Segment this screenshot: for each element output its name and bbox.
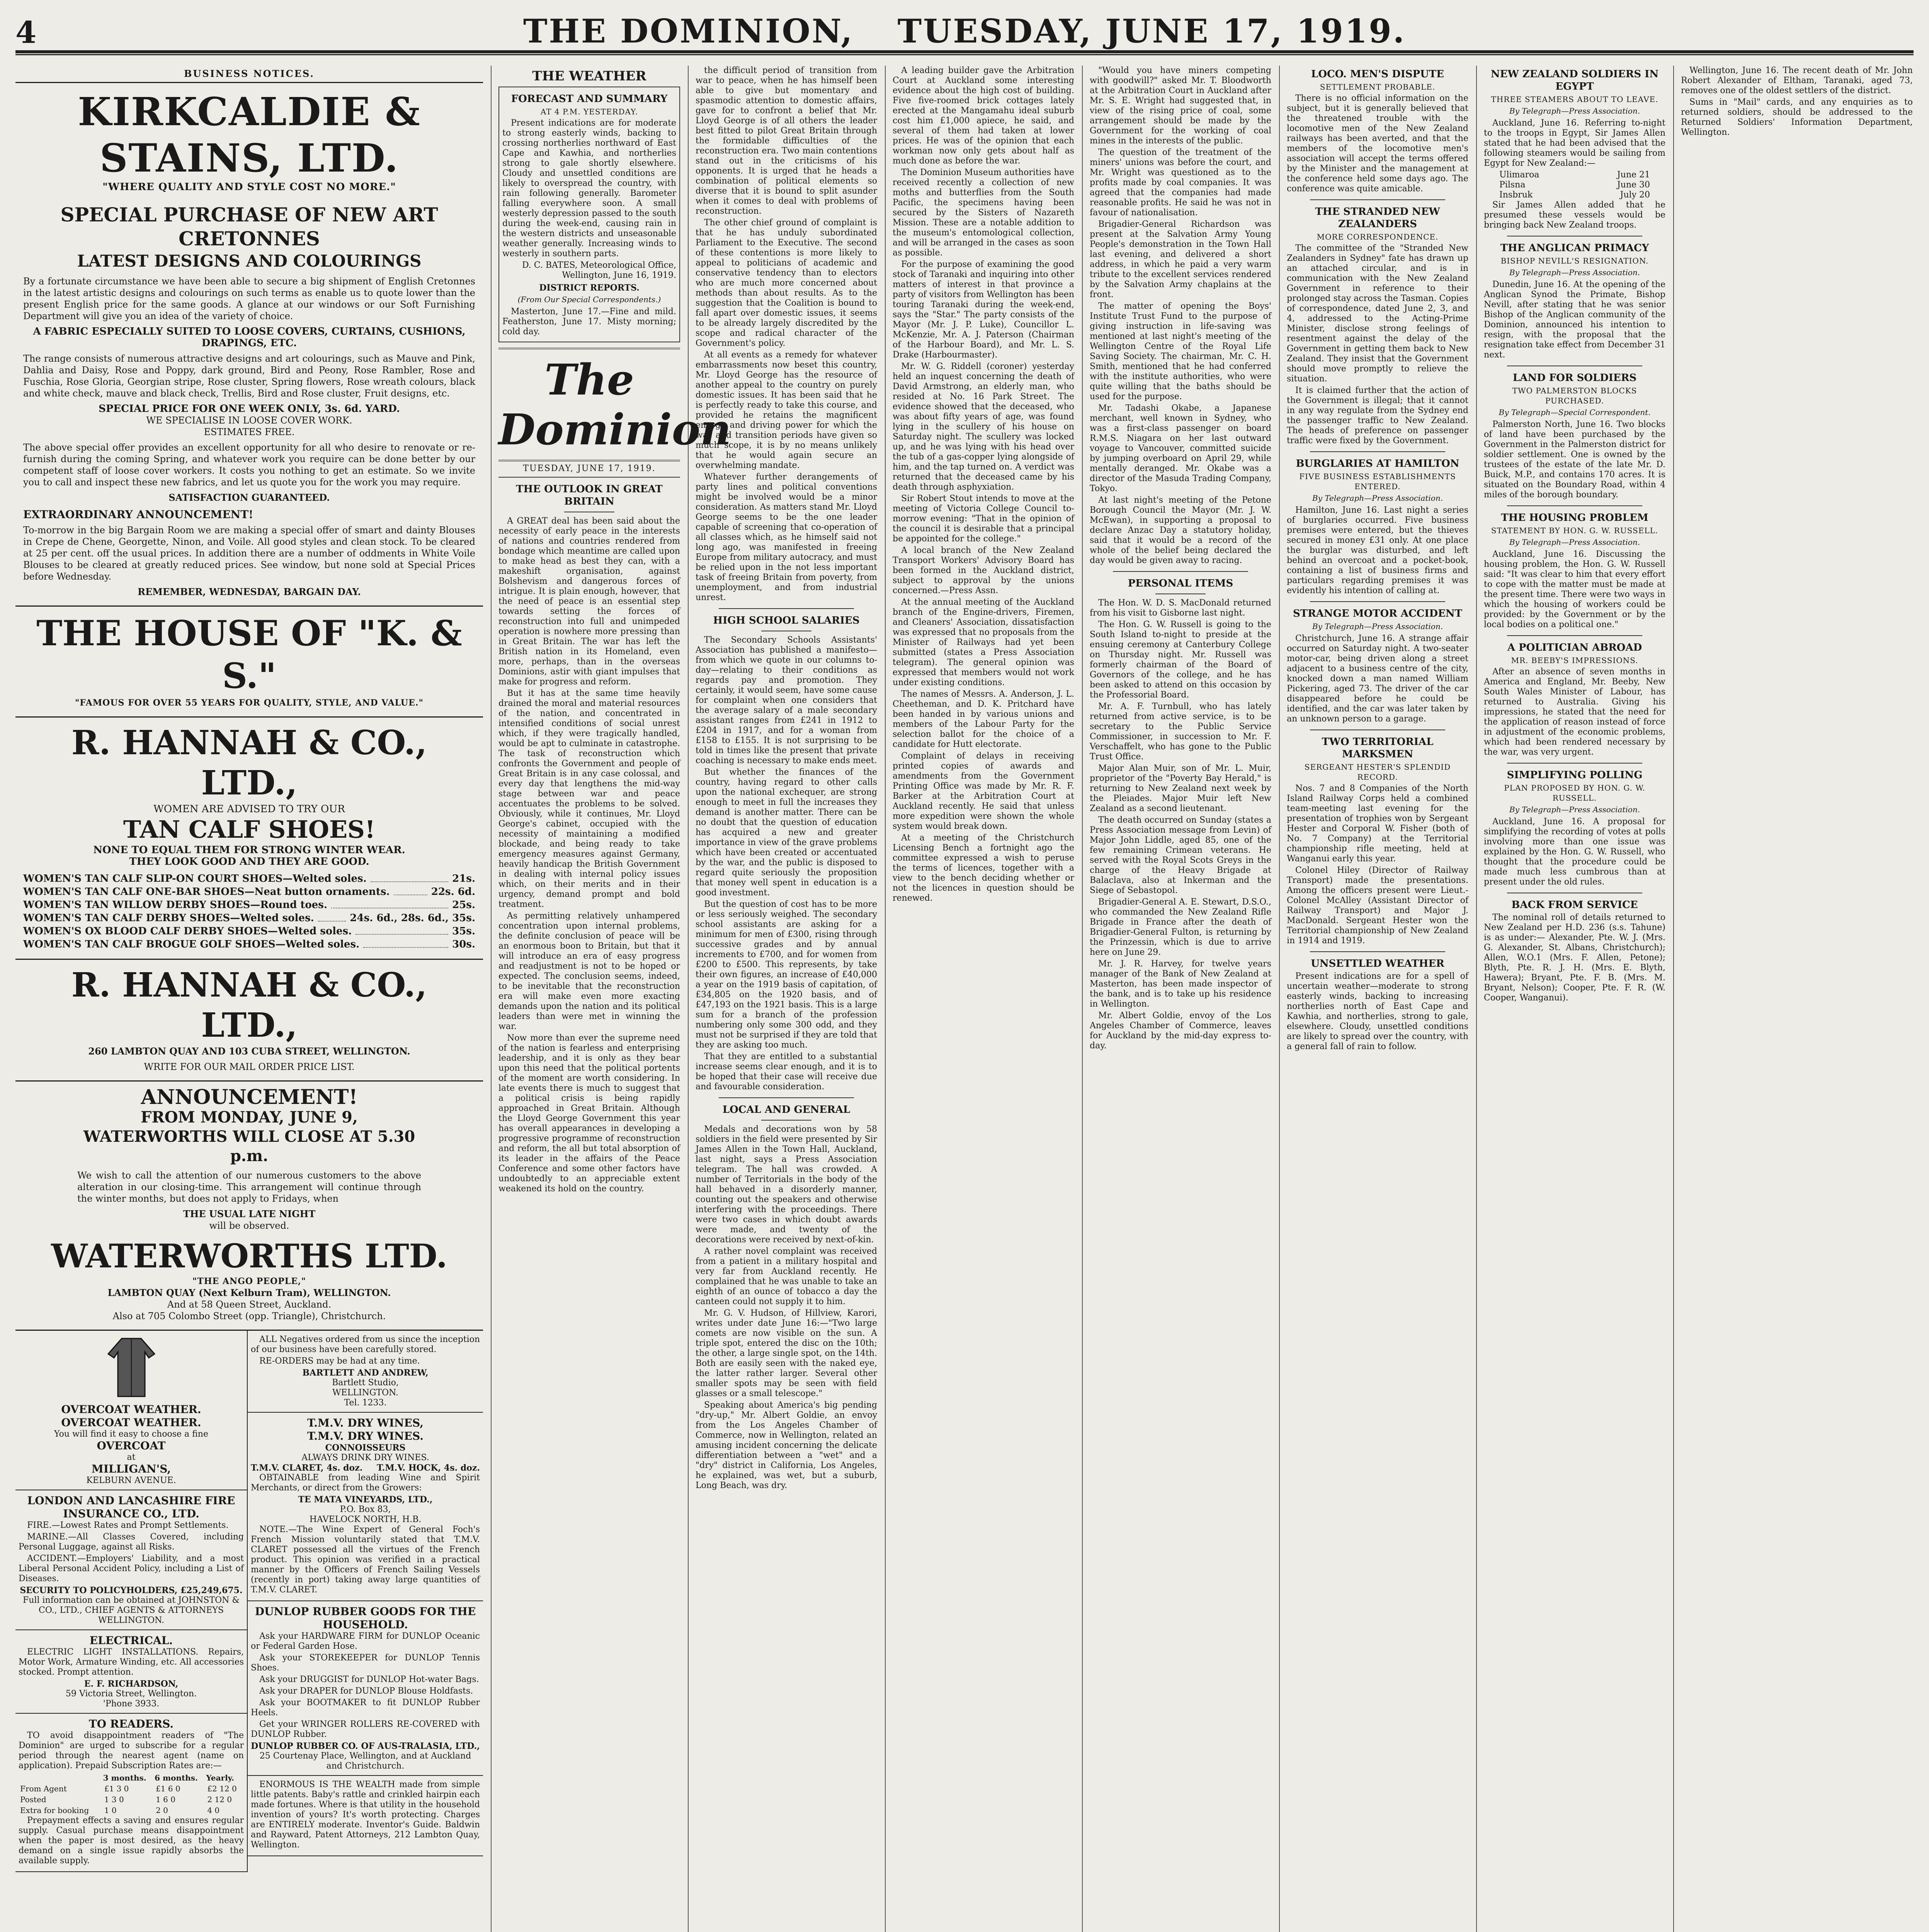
price-row (23, 938, 475, 951)
outlook-p3: As permitting relatively unhampered concentration upon internal problems, the definite conclusion of peace will be an enormous boon to Britain, but that it will introduce an era of easy progress and readjustment is not to be hoped or expected. The conclusion seems, indeed, to be inevitable that the reconstruction era will make even more exacting demands upon the nation and its political leaders than were met in winning the war. (498, 911, 680, 1031)
rates-row (19, 1783, 244, 1794)
ship-date: June 30 (1617, 180, 1650, 190)
separator (1310, 451, 1445, 452)
price-row (23, 872, 475, 885)
rates-header-cell: Yearly. (206, 1773, 234, 1782)
soldiers-sub: THREE STEAMERS ABOUT TO LEAVE. (1491, 95, 1659, 104)
tmv-box: P.O. Box 83, (340, 1505, 391, 1514)
dominion-date: TUESDAY, JUNE 17, 1919. (498, 464, 680, 478)
motor-byline: By Telegraph—Press Association. (1312, 622, 1443, 631)
column-rule (1082, 66, 1083, 1932)
kirkcaldie-estimates: ESTIMATES FREE. (204, 427, 295, 437)
tmv-line4: ALWAYS DRINK DRY WINES. (301, 1453, 429, 1463)
col4-p8: The names of Messrs. A. Anderson, J. L. Cheetheman, and D. K. Pritchard have been handed in by various unions and members of the Labour Party for the selection ballot for the choice of a candidate for Hutt electorate. (893, 689, 1074, 749)
land-byline: By Telegraph—Special Correspondent. (1499, 408, 1651, 417)
waterworths-address2: And at 58 Queen Street, Auckland. (167, 1299, 332, 1310)
dunlop-ad (248, 1601, 483, 1776)
price-item-name: WOMEN'S OX BLOOD CALF DERBY SHOES—Welted soles. (23, 925, 352, 937)
electrical-ad (15, 1630, 247, 1714)
overcoat-head1: OVERCOAT WEATHER. (61, 1403, 201, 1416)
price-leader (371, 872, 448, 882)
ship-date: June 21 (1617, 170, 1650, 180)
col5-p4: The matter of opening the Boys' Institute Trust Fund to the purpose of giving instruction in life-saving was mentioned at last night's meeting of the Wellington Centre of the Royal Life Saving Society. The chairman, Mr. C. H. Smith, mentioned that he had conferred with the institute authorities, who were quite willing that the baths should be used for the purpose. (1090, 301, 1271, 401)
tmv-body: OBTAINABLE from leading Wine and Spirit Merchants, or direct from the Growers: (251, 1473, 480, 1493)
waterworths-brand: WATERWORTHS LTD. (51, 1237, 447, 1275)
price-item-price: 22s. 6d. (431, 886, 475, 898)
kirkcaldie-guarantee: SATISFACTION GUARANTEED. (168, 492, 330, 503)
price-item-name: WOMEN'S TAN CALF BROGUE GOLF SHOES—Welted soles. (23, 939, 360, 950)
housing-p1: Auckland, June 16. Discussing the housing problem, the Hon. G. W. Russell said: "It was clear to him that every effort to cope with the matter must be made at the present time. There were two ways in which the housing of workers could be provided: by the Government or by the local bodies on a political one." (1484, 549, 1665, 629)
salaries-p4: That they are entitled to a substantial increase seems clear enough, and it is to be hoped that their case will receive due and favourable consideration. (696, 1052, 877, 1092)
kirkcaldie-brand: KIRKCALDIE & STAINS, LTD. (78, 89, 421, 181)
rates-cell: 1 6 0 (156, 1795, 175, 1804)
hannah-price-list (23, 872, 475, 951)
masthead-rule (15, 54, 1914, 55)
hannah-advice: WOMEN ARE ADVISED TO TRY OUR (153, 803, 345, 815)
forecast-time: AT 4 P.M. YESTERDAY. (540, 107, 638, 116)
ship-row (1499, 170, 1650, 180)
rates-cell: 2 12 0 (207, 1795, 232, 1804)
price-row (23, 925, 475, 938)
page-number: 4 (15, 15, 37, 50)
overcoat-head2: OVERCOAT WEATHER. (61, 1416, 201, 1429)
personal-p6: Brigadier-General A. E. Stewart, D.S.O., who commanded the New Zealand Rifle Brigade in France after the death of Brigadier-General Fulton, is returning by the Prinzessin, which is due to arrive here on June 29. (1090, 897, 1271, 957)
overcoat-body: You will find it easy to choose a fine (54, 1429, 208, 1439)
hannah-heading: TAN CALF SHOES! (123, 815, 376, 844)
kirkcaldie-announce-heading: EXTRAORDINARY ANNOUNCEMENT! (23, 508, 253, 521)
ship-date: July 20 (1620, 190, 1650, 200)
forecast-box (498, 87, 680, 342)
personal-p2: The Hon. G. W. Russell is going to the South Island to-night to preside at the ensuing ceremony at Canterbury College on Thursday night. Mr. Russell was formerly chairman of the Board of Governors of the college, and he has been asked to attend on this occasion by the Professorial Board. (1090, 620, 1271, 700)
separator (1507, 763, 1642, 764)
rates-table (19, 1772, 244, 1816)
hannah2-mail: WRITE FOR OUR MAIL ORDER PRICE LIST. (144, 1061, 355, 1072)
dunlop-items (251, 1631, 480, 1740)
rates-cell: £1 6 0 (156, 1784, 180, 1793)
land-p1: Palmerston North, June 16. Two blocks of land have been purchased by the Government in the Palmerston district for soldier settlement. One is owned by the trustees of the estate of the late Mr. D. Buick, M.P., and contains 170 acres. It is situated on the Boundary Road, within 4 miles of the borough boundary. (1484, 420, 1665, 500)
london-accident: ACCIDENT.—Employers' Liability, and a most Liberal Personal Accident Policy, including a List of Diseases. (19, 1554, 244, 1583)
rates-header-cell (19, 1772, 103, 1783)
overcoat-street: KELBURN AVENUE. (86, 1476, 176, 1485)
tmv-price-row (251, 1463, 480, 1473)
polling-sub: PLAN PROPOSED BY HON. G. W. RUSSELL. (1504, 783, 1645, 803)
price-row (23, 885, 475, 898)
stranded-p1: The committee of the "Stranded New Zealanders in Sydney" fate has drawn up an attached circular, and is in communication with the New Zealand Government in reference to their prolonged stay across the Tasman. Copies of correspondence, dated June 2, 3, and 4, addressed to the Acting-Prime Minister, disclose strong feelings of resentment against the delay of the Government in getting them back to New Zealand. They insist that the Government should move promptly to relieve the situation. (1287, 243, 1468, 384)
motor-heading: STRANGE MOTOR ACCIDENT (1293, 608, 1463, 619)
dunlop-item: Ask your HARDWARE FIRM for DUNLOP Oceanic or Federal Garden Hose. (251, 1631, 480, 1651)
personal-heading: PERSONAL ITEMS (1128, 578, 1233, 589)
price-item-name: WOMEN'S TAN WILLOW DERBY SHOES—Round toes. (23, 899, 327, 911)
stranded-sub: MORE CORRESPONDENCE. (1317, 232, 1439, 242)
patents-ad (248, 1776, 483, 1856)
forecast-sign: D. C. BATES, Meteorological Office, Wellington, June 16, 1919. (522, 260, 676, 280)
primacy-p1: Dunedin, June 16. At the opening of the Anglican Synod the Primate, Bishop Nevill, after stating that he was senior Bishop of the Anglican community of the Dominion, announced his intention to resign, with the proposal that the resignation take effect from December 31 next. (1484, 280, 1665, 360)
price-item-name: WOMEN'S TAN CALF SLIP-ON COURT SHOES—Welted soles. (23, 873, 367, 884)
service-heading: BACK FROM SERVICE (1511, 899, 1638, 911)
column-5 (1090, 66, 1271, 1932)
hannah-line2: THEY LOOK GOOD AND THEY ARE GOOD. (129, 856, 369, 867)
burglaries-sub: FIVE BUSINESS ESTABLISHMENTS ENTERED. (1299, 472, 1456, 491)
dunlop-item: Get your WRINGER ROLLERS RE-COVERED with DUNLOP Rubber. (251, 1719, 480, 1739)
london-marine: MARINE.—All Classes Covered, including Personal Luggage, against all Risks. (19, 1532, 244, 1552)
bartlett-body: ALL Negatives ordered from us since the inception of our business have been carefully stored. (251, 1335, 480, 1354)
london-security: SECURITY TO POLICYHOLDERS, £25,249,675. (20, 1585, 243, 1595)
district-heading: DISTRICT REPORTS. (539, 283, 640, 293)
ship-name: Pilsna (1499, 180, 1526, 190)
weather-heading: THE WEATHER (532, 68, 646, 84)
land-heading: LAND FOR SOLDIERS (1512, 372, 1637, 384)
london-fire: FIRE.—Lowest Rates and Prompt Settlements. (27, 1520, 229, 1530)
marksmen-p1: Nos. 7 and 8 Companies of the North Island Railway Corps held a combined team-meeting last evening for the presentation of trophies won by Sergeant Hester and Corporal W. Fisher (both of No. 7 Company) at the Territorial championship rifle meeting, held at Wanganui early this year. (1287, 784, 1468, 864)
patents-body: ENORMOUS IS THE WEALTH made from simple little patents. Baby's rattle and crinkled hairpin each made fortunes. Where is that utility in the household invention of yours? It's worth protecting. Charges are ENTIRELY moderate. Inventor's Guide. Baldwin and Rayward, Patent Attorneys, 212 Lambton Quay, Wellington. (251, 1780, 480, 1850)
col4-p1: A leading builder gave the Arbitration Court at Auckland some interesting evidence about the high cost of building. Five five-roomed brick cottages lately erected at the Mangamahu ideal suburb cost him £1,000 apiece, he said, and several of them had taken at lower prices. He was of the opinion that each workman now only gets about half as much done as before the war. (893, 66, 1074, 166)
ks-tagline: "FAMOUS FOR OVER 55 YEARS FOR QUALITY, STYLE, AND VALUE." (75, 698, 424, 708)
column-3 (696, 66, 877, 1932)
dunlop-address: 25 Courtenay Place, Wellington, and at Auckland and Christchurch. (259, 1751, 471, 1771)
polling-byline: By Telegraph—Press Association. (1509, 805, 1640, 814)
waterworths-heading: ANNOUNCEMENT! (141, 1085, 358, 1109)
dunlop-head: DUNLOP RUBBER GOODS FOR THE HOUSEHOLD. (255, 1605, 476, 1631)
outlook-p2: But it has at the same time heavily drained the moral and material resources of the nation, and concentrated in intensified conditions of social unrest which, if they were tragically handled, would be apt to culminate in catastrophe. The task of reconstruction which confronts the Government and people of Great Britain is in any case colossal, and every day that lengthens the mid-way stage between war and peace accentuates the problems to be solved. Obviously, while it continues, Mr. Lloyd George's cabinet, occupied with the necessity of maintaining a modified blockade, and being ready to take emergency measures against Germany, heavily handicap the British Government in dealing with internal policy issues which, on their merits and in their urgency, demand prompt and bold treatment. (498, 689, 680, 909)
abroad-heading: A POLITICIAN ABROAD (1507, 642, 1642, 653)
marksmen-heading: TWO TERRITORIAL MARKSMEN (1322, 736, 1434, 760)
separator (1113, 571, 1248, 572)
primacy-byline: By Telegraph—Press Association. (1509, 268, 1640, 277)
kirkcaldie-loose-cover: WE SPECIALISE IN LOOSE COVER WORK. (146, 415, 352, 426)
column-8 (1681, 66, 1913, 1932)
land-sub: TWO PALMERSTON BLOCKS PURCHASED. (1512, 386, 1637, 405)
outlook-p1: A GREAT deal has been said about the necessity of early peace in the interests of nations and countries rendered from bondage which meantime are called upon to make head as best they can, with a makeshift organisation, against Bolshevism and dangerous forces of intrigue. It is plain enough, however, that the need of peace is an essential step towards setting the forces of reconstruction into full and unimpeded operation is nowhere more pressing than in Great Britain. The war has left the British nation in its Homeland, even more, perhaps, than in the overseas Dominions, astir with giant impulses that make for progress and reform. (498, 516, 680, 687)
burglaries-p1: Hamilton, June 16. Last night a series of burglaries occurred. Five business premises were entered, but the thieves secured in money £31 only. At one place the burglar was disturbed, and left behind an overcoat and a pocket-book, containing a list of business firms and particulars regarding premises it was evidently his intention of calling at. (1287, 505, 1468, 595)
house-of-ks-ad (15, 607, 483, 718)
column-7 (1484, 66, 1665, 1932)
masthead (15, 4, 1914, 53)
small-ads-grid (15, 1331, 483, 1872)
hannah-ad (15, 718, 483, 960)
ship-row (1499, 190, 1650, 200)
ship-name: Insbruk (1499, 190, 1533, 200)
bartlett-reorders: RE-ORDERS may be had at any time. (259, 1356, 420, 1366)
column-rule (1673, 66, 1674, 1932)
rates-header-cell: 6 months. (155, 1773, 198, 1782)
waterworths-tagline: "THE ANGO PEOPLE," (192, 1276, 306, 1286)
ships-list (1484, 170, 1665, 200)
price-leader (318, 912, 346, 922)
marksmen-p2: Colonel Hiley (Director of Railway Transport) made the presentations. Among the officers present were Lieut.-Colonel McAlley (Assistant Director of Railway Transport) and Major J. MacDonald. Sergeant Hester won the Territorial championship of New Zealand in 1914 and 1919. (1287, 866, 1468, 946)
local-p1: Medals and decorations won by 58 soldiers in the field were presented by Sir James Allen in the Town Hall, Auckland, last night, says a Press Association telegram. The hall was crowded. A number of Territorials in the body of the hall behaved in a disorderly manner, counting out the speakers and otherwise interfering with the proceedings. There were two cases in which doubt awards were made, and twenty of the decorations were received by next-of-kin. (696, 1124, 877, 1245)
price-item-price: 24s. 6d., 28s. 6d., 35s. (350, 912, 475, 924)
rates-cell: Extra for booking (20, 1806, 89, 1815)
tmv-line2: T.M.V. DRY WINES. (307, 1430, 424, 1442)
bartlett-ad (248, 1331, 483, 1413)
bartlett-studio: Bartlett Studio, (332, 1378, 399, 1388)
tmv-hock: T.M.V. HOCK, 4s. doz. (377, 1463, 480, 1473)
kirkcaldie-subheading: LATEST DESIGNS AND COLOURINGS (77, 252, 422, 270)
rates-cell: 2 0 (156, 1806, 168, 1815)
local-heading: LOCAL AND GENERAL (722, 1104, 851, 1116)
rates-cell: From Agent (20, 1784, 67, 1793)
kirkcaldie-heading: SPECIAL PURCHASE OF NEW ART CRETONNES (60, 203, 438, 250)
column-6 (1287, 66, 1468, 1932)
col4-p10: At a meeting of the Christchurch Licensing Bench a fortnight ago the committee expressed a wish to peruse the terms of licences, together with a view to the bench deciding whether or not the licences in question should be renewed. (893, 833, 1074, 903)
price-leader (331, 898, 448, 908)
outlook-cont-p4: Whatever further derangements of party lines and political conventions might be involved would be a minor consideration. As matters stand Mr. Lloyd George seems to be the one leader capable of screening that co-operation of all classes which, as he himself said not long ago, was manifested in freeing Europe from military autocracy, and must be relied upon in the not less important task of freeing Britain from poverty, from unemployment, and from industrial unrest. (696, 472, 877, 602)
rates-cell: £2 12 0 (207, 1784, 237, 1793)
salaries-p1: The Secondary Schools Assistants' Association has published a manifesto—from which we quote in our columns to-day—relating to their conditions as regards pay and promotion. They certainly, it would seem, have some cause for complaint when one considers that the average salary of a male secondary assistant ranges from £241 in 1912 to £204 in 1917, and for a woman from £158 to £155. It is not surprising to be told in times like the present that private coaching is necessary to make ends meet. (696, 635, 877, 765)
separator (761, 1120, 811, 1121)
tmv-line1: T.M.V. DRY WINES, (307, 1417, 424, 1429)
waterworths-body: We wish to call the attention of our numerous customers to the above alteration in our closing-time. This arrangement will continue through the winter months, but does not apply to Fridays, when (77, 1170, 421, 1204)
electrical-title: ELECTRICAL. (89, 1634, 173, 1647)
ks-brand: THE HOUSE OF "K. & S." (36, 613, 462, 696)
stranded-heading: THE STRANDED NEW ZEALANDERS (1315, 206, 1440, 230)
kirkcaldie-para: By a fortunate circumstance we have been able to secure a big shipment of English Cretonnes in the latest artistic designs and colourings on such terms as enable us to quote lower than the present English price for the same goods. A glance at our windows or our Soft Furnishing Department will give you an idea of the variety of choice. (23, 276, 475, 321)
electrical-phone: 'Phone 3933. (103, 1699, 160, 1709)
dunlop-name: DUNLOP RUBBER CO. OF AUS-TRALASIA, LTD., (251, 1741, 480, 1751)
abroad-sub: MR. BEEBY'S IMPRESSIONS. (1511, 656, 1638, 665)
personal-p1: The Hon. W. D. S. MacDonald returned from his visit to Gisborne last night. (1090, 598, 1271, 618)
electrical-address: 59 Victoria Street, Wellington. (65, 1689, 197, 1699)
rates-cell: £1 3 0 (104, 1784, 129, 1793)
kirkcaldie-tagline: "WHERE QUALITY AND STYLE COST NO MORE." (102, 181, 396, 193)
local-p3: Mr. G. V. Hudson, of Hillview, Karori, writes under date June 16:—"Two large comets are now visible on the sun. A triple spot, entered the disc on the 10th; the other, a large single spot, on the 14th. Both are easily seen with the naked eye, the latter rather larger. Several other smaller spots may be seen with field glasses or a small telescope." (696, 1308, 877, 1398)
rates-header-cell: 3 months. (103, 1773, 146, 1782)
polling-p1: Auckland, June 16. A proposal for simplifying the recording of votes at polls involving more than one issue was explained by the Hon. G. W. Russell, who thought that the procedure could be made much less cumbrous than at present under the old rules. (1484, 817, 1665, 887)
separator (1310, 951, 1445, 952)
tmv-claret: T.M.V. CLARET, 4s. doz. (251, 1463, 363, 1473)
district-body: Masterton, June 17.—Fine and mild. Featherston, June 17. Misty morning; cold day. (502, 307, 676, 337)
loco-heading: LOCO. MEN'S DISPUTE (1311, 68, 1444, 80)
price-row (23, 898, 475, 912)
column-rule (885, 66, 886, 1932)
price-item-price: 30s. (452, 939, 475, 950)
separator (719, 608, 854, 609)
district-sub: (From Our Special Correspondents.) (517, 295, 661, 304)
primacy-sub: BISHOP NEVILL'S RESIGNATION. (1500, 256, 1649, 265)
ship-row (1499, 180, 1650, 190)
business-notices-heading: BUSINESS NOTICES. (184, 68, 315, 79)
kirkcaldie-announce: To-morrow in the big Bargain Room we are making a special offer of smart and dainty Blouses in Crepe de Chene, Georgette, Ninon, and Voile. All good styles and clean stock. To be cleared at 25 per cent. off the usual prices. In addition there are a number of oddments in White Voile Blouses to be cleared at greatly reduced prices. See window, but none sold at Special Prices before Wednesday. (23, 525, 475, 582)
rates-cell: 4 0 (207, 1806, 220, 1815)
col5-p3: Brigadier-General Richardson was present at the Salvation Army Young People's demonstration in the Town Hall last evening, and delivered a short address, in which he paid a very warm tribute to the excellent services rendered by the Salvation Army chaplains at the front. (1090, 219, 1271, 299)
local-p4: Speaking about America's big pending "dry-up," Mr. Albert Goldie, an envoy from the Los Angeles Chamber of Commerce, now in Wellington, related an amusing incident concerning the delicate differentiation between a "wet" and a "dry" district in California, Los Angeles, he explained, was wet, but a suburb, Long Beach, was dry. (696, 1400, 877, 1490)
dunlop-item: Ask your DRUGGIST for DUNLOP Hot-water Bags. (259, 1675, 479, 1684)
tmv-grower: TE MATA VINEYARDS, LTD., (298, 1495, 433, 1505)
small-ads-left (15, 1331, 248, 1872)
personal-p7: Mr. J. R. Harvey, for twelve years manager of the Bank of New Zealand at Masterton, has been made inspector of the bank, and is to take up his residence in Wellington. (1090, 959, 1271, 1009)
soldiers-p1: Auckland, June 16. Referring to-night to the troops in Egypt, Sir James Allen stated that he had been advised that the following steamers would be sailing from Egypt for New Zealand:— (1484, 118, 1665, 168)
stranded-p2: It is claimed further that the action of the Government is illegal; that it cannot in any way regulate from the Sydney end the passenger traffic to New Zealand. The heads of preference on passenger traffic were fixed by the Government. (1287, 386, 1468, 446)
burglaries-byline: By Telegraph—Press Association. (1312, 493, 1443, 503)
loco-sub: SETTLEMENT PROBABLE. (1320, 82, 1436, 92)
masthead-title (93, 12, 1836, 50)
primacy-heading: THE ANGLICAN PRIMACY (1500, 242, 1649, 254)
ship-name: Ulimaroa (1499, 170, 1539, 180)
col4-p9: Complaint of delays in receiving printed copies of awards and amendments from the Government Printing Office was made by Mr. R. F. Barker at the Arbitration Court at Auckland recently. He said that unless more expedition were shown the whole system would break down. (893, 751, 1074, 831)
small-ads-right (248, 1331, 483, 1872)
col4-p6: A local branch of the New Zealand Transport Workers' Advisory Board has been formed in the Auckland district, subject to approval by the unions concerned.—Press Assn. (893, 546, 1074, 595)
col4-p2: The Dominion Museum authorities have received recently a collection of new moths and butterflies from the South Pacific, the specimens having been secured by the Sisters of Nazareth Mission. These are a notable addition to the museum's entomological collection, and will be arranged in the cases as soon as possible. (893, 168, 1074, 258)
price-item-price: 21s. (452, 873, 475, 884)
col4-p5: Sir Robert Stout intends to move at the meeting of Victoria College Council to-morrow evening: "That in the opinion of the council it is desirable that a principal be appointed for the college." (893, 494, 1074, 544)
kirkcaldie-fabric: A FABRIC ESPECIALLY SUITED TO LOOSE COVERS, CURTAINS, CUSHIONS, DRAPINGS, ETC. (33, 326, 466, 349)
tmv-note: NOTE.—The Wine Expert of General Foch's French Mission voluntarily stated that T.M.V. CLARET possessed all the virtues of the French product. This opinion was verified in a practical manner by the Officers of French Sailing Vessels (recently in port) taking away large quantities of T.M.V. CLARET. (251, 1525, 480, 1595)
london-lancashire-ad (15, 1490, 247, 1630)
tmv-wines-ad (248, 1413, 483, 1601)
waterworths-late: THE USUAL LATE NIGHT (183, 1208, 316, 1219)
bartlett-city: WELLINGTON. (332, 1388, 398, 1398)
column-2 (498, 66, 731, 1932)
col8-p1: Wellington, June 16. The recent death of Mr. John Robert Alexander of Eltham, Taranaki, aged 73, removes one of the oldest settlers of the district. (1681, 66, 1913, 95)
local-p2: A rather novel complaint was received from a patient in a military hospital and very far from Auckland recently. He complained that he was unable to take an eighth of an ounce of tobacco a day the canteen could not supply it to him. (696, 1247, 877, 1306)
col5-p5: Mr. Tadashi Okabe, a Japanese merchant, well known in Sydney, who was a first-class passenger on board R.M.S. Niagara on her last outward voyage to Vancouver, committed suicide by jumping overboard on April 29, while mentally deranged. Mr. Okabe was a director of the Masuda Trading Company, Tokyo. (1090, 403, 1271, 493)
motor-p1: Christchurch, June 16. A strange affair occurred on Saturday night. A two-seater motor-car, being driven along a street adjacent to a business centre of the city, knocked down a man named William Pickering, aged 73. The driver of the car disappeared before he could be identified, and the car was later taken by an unknown person to a garage. (1287, 634, 1468, 724)
column-rule (688, 66, 689, 1932)
waterworths-address1: LAMBTON QUAY (Next Kelburn Tram), WELLINGTON. (107, 1287, 391, 1298)
soldiers-heading: NEW ZEALAND SOLDIERS IN EGYPT (1490, 68, 1659, 92)
personal-p4: Major Alan Muir, son of Mr. L. Muir, proprietor of the "Poverty Bay Herald," is returning to New Zealand next week by the Pleiades. Major Muir left New Zealand as a second lieutenant. (1090, 764, 1271, 813)
polling-heading: SIMPLIFYING POLLING (1507, 769, 1643, 781)
london-name: LONDON AND LANCASHIRE FIRE INSURANCE CO., LTD. (27, 1494, 235, 1520)
personal-p8: Mr. Albert Goldie, envoy of the Los Angeles Chamber of Commerce, leaves for Auckland by the mid-day express to-day. (1090, 1011, 1271, 1051)
rates-row (19, 1794, 244, 1805)
rates-cell: 1 3 0 (104, 1795, 124, 1804)
outlook-cont-p2: The other chief ground of complaint is that he has unduly subordinated Parliament to the Executive. The second of these contentions is more likely to appeal to politicians of academic and conservative tendency than to electors who are much more concerned about methods than about results. As to the suggestion that the Coalition is bound to fall apart over domestic issues, it seems to be already largely discredited by the scope and radical character of the Government's policy. (696, 218, 877, 348)
col5-p6: At last night's meeting of the Petone Borough Council the Mayor (Mr. J. W. McEwan), in supporting a proposal to declare Anzac Day a statutory holiday, said that it would be a record of the whole of the belief being declared the day would be given away to racing. (1090, 495, 1271, 565)
paper-title: THE DOMINION, (523, 12, 854, 50)
loco-p1: There is no official information on the subject, but it is generally believed that the threatened trouble with the locomotive men of the New Zealand railways has been averted, and that the members of the locomotive men's association will accept the terms offered by the Minister and the management at the conference held some days ago. The conference was quite amicable. (1287, 94, 1468, 194)
paper-date: TUESDAY, JUNE 17, 1919. (897, 12, 1406, 50)
hannah-line1: NONE TO EQUAL THEM FOR STRONG WINTER WEAR. (93, 844, 405, 856)
price-leader (394, 885, 427, 895)
column-4 (893, 66, 1074, 1932)
outlook-cont-p1: the difficult period of transition from war to peace, when he has himself been able to give but momentary and spasmodic attention to domestic affairs, gave for to confront a belief that Mr. Lloyd George is of all others the leader best fitted to pilot Great Britain through the formidable difficulties of the reconstruction era. Two main contentions stand out in the criticisms of his opponents. It is urged that he heads a combination of political elements so diverse that it is bound to split asunder when it comes to deal with problems of reconstruction. (696, 66, 877, 216)
outlook-heading: THE OUTLOOK IN GREAT BRITAIN (516, 483, 663, 507)
waterworths-subheading: FROM MONDAY, JUNE 9, WATERWORTHS WILL CLOSE AT 5.30 p.m. (83, 1108, 415, 1165)
separator (1310, 601, 1445, 602)
weather2-heading: UNSETTLED WEATHER (1311, 958, 1444, 969)
housing-sub: STATEMENT BY HON. G. W. RUSSELL. (1491, 526, 1659, 535)
advertisements-column (15, 66, 483, 1932)
col8-p2: Sums in "Mail" cards, and any enquiries as to returned soldiers, should be addressed to the Returned Soldiers' Information Department, Wellington. (1681, 97, 1913, 137)
personal-p3: Mr. A. F. Turnbull, who has lately returned from active service, is to be secretary to the Public Service Commissioner, in succession to Mr. F. Verschaffelt, who has gone to the Public Trust Office. (1090, 702, 1271, 762)
outlook-cont-p3: At all events as a remedy for whatever embarrassments now beset this country, Mr. Lloyd George has the resource of another appeal to the country on purely domestic issues. It has been said that he is perfectly ready to take this course, and provided he retains the magnificent energy and driving power for which the war and transition periods have given so much scope, it is by no means unlikely that he would again secure an overwhelming mandate. (696, 350, 877, 470)
dominion-masthead: The Dominion (498, 348, 680, 461)
waterworths-observed: will be observed. (209, 1220, 289, 1231)
dunlop-item: Ask your STOREKEEPER for DUNLOP Tennis Shoes. (251, 1653, 480, 1673)
electrical-body: ELECTRIC LIGHT INSTALLATIONS. Repairs, Motor Work, Armature Winding, etc. All accessories stocked. Prompt attention. (19, 1647, 244, 1677)
readers-title: TO READERS. (88, 1718, 174, 1730)
col4-p3: For the purpose of examining the good stock of Taranaki and inquiring into other matters of interest in that province a party of visitors from Wellington has been touring Taranaki during the week-end, says the "Star." The party consists of the Mayor (Mr. J. P. Luke), Councillor L. McKenzie, Mr. A. J. Paterson (Chairman of the Harbour Board), and Mr. L. S. Drake (Harbourmaster). (893, 260, 1074, 360)
col5-p1: "Would you have miners competing with goodwill?" asked Mr. T. Bloodworth at the Arbitration Court in Auckland after Mr. S. E. Wright had suggested that, in view of the rising price of coal, some arrangement should be made by the Government for the working of coal mines in the interests of the public. (1090, 66, 1271, 146)
price-item-price: 35s. (452, 925, 475, 937)
abroad-p1: After an absence of seven months in America and England, Mr. Beeby, New South Wales Minister of Labour, has returned to Australia. Giving his impressions, he stated that the need for the application of reason instead of force in adjustment of the economic problems, which had been rendered necessary by the war, was very urgent. (1484, 667, 1665, 757)
kirkcaldie-remember: REMEMBER, WEDNESDAY, BARGAIN DAY. (138, 586, 361, 597)
hannah2-address: 260 LAMBTON QUAY AND 103 CUBA STREET, WELLINGTON. (88, 1046, 410, 1057)
price-item-name: WOMEN'S TAN CALF ONE-BAR SHOES—Neat button ornaments. (23, 886, 390, 898)
burglaries-heading: BURGLARIES AT HAMILTON (1296, 458, 1460, 469)
soldiers-byline: By Telegraph—Press Association. (1509, 106, 1640, 116)
column-rule (491, 66, 492, 1932)
price-leader (363, 938, 448, 948)
housing-byline: By Telegraph—Press Association. (1509, 537, 1640, 547)
service-p1: The nominal roll of details returned to New Zealand per H.D. 236 (s.s. Tahune) is as under:— Alexander, Pte. W. J. (Mrs. G. Alexander, St. Albans, Christchurch); Allen, W.O.1 (Mrs. F. Allen, Petone); Blyth, Pte. R. J. H. (Mrs. E. Blyth, Hawera); Bryant, Pte. F. B. (Mrs. M. Bryant, Nelson); Cooper, Pte. F. R. (W. Cooper, Wanganui). (1484, 913, 1665, 1003)
hannah2-brand: R. HANNAH & CO., LTD., (71, 966, 427, 1045)
rates-cell: 1 0 (104, 1806, 117, 1815)
overcoat-item: OVERCOAT (97, 1439, 166, 1452)
kirkcaldie-offer: The above special offer provides an excellent opportunity for all who desire to renovate or re-furnish during the coming Spring, and whatever work you require can be done better by our competent staff of loose cover workers. It costs you nothing to get an estimate. So we invite you to call and inspect these new fabrics, and let us quote you for the work you may require. (23, 442, 475, 488)
price-leader (356, 925, 448, 935)
col4-p4: Mr. W. G. Riddell (coroner) yesterday held an inquest concerning the death of David Armstrong, an elderly man, who resided at No. 16 Park Street. The evidence showed that the deceased, who was about fifty years of age, was found lying in the scullery of his house on Saturday night. The scullery was locked up, and he was lying with his head over the tub of a gas-copper lying alongside of him, and the tap turned on. A verdict was returned that the deceased came by his death through asphyxiation. (893, 362, 1074, 492)
dunlop-item: Ask your DRAPER for DUNLOP Blouse Holdfasts. (259, 1686, 473, 1696)
waterworths-address3: Also at 705 Colombo Street (opp. Triangle), Christchurch. (112, 1311, 386, 1321)
separator (1507, 505, 1642, 506)
kirkcaldie-range: The range consists of numerous attractive designs and art colourings, such as Mauve and Pink, Dahlia and Daisy, Rose and Poppy, dark ground, Bird and Peony, Rose Rambler, Rose and Fuschia, Rose Gloria, Georgian stripe, Rose cluster, Spring flowers, Rose wreath colours, black and white check, mauve and black check, Trellis, Bird and Rose cluster, Fruit designs, etc. (23, 353, 475, 399)
readers-ad (15, 1714, 247, 1872)
kirkcaldie-special-price: SPECIAL PRICE FOR ONE WEEK ONLY, 3s. 6d. YARD. (99, 403, 400, 415)
price-row (23, 912, 475, 925)
separator (1310, 199, 1445, 200)
col4-p7: At the annual meeting of the Auckland branch of the Engine-drivers, Firemen, and Cleaners' Association, dissatisfaction was expressed that no proposals from the Minister of Railways had yet been submitted (states a Press Association telegram). The general opinion was expressed that members would not work under existing conditions. (893, 597, 1074, 687)
forecast-heading: FORECAST AND SUMMARY (511, 93, 668, 105)
london-info: Full information can be obtained at JOHNSTON & CO., LTD., CHIEF AGENTS & ATTORNEYS WELLINGTON. (23, 1595, 240, 1625)
readers-body: TO avoid disappointment readers of "The Dominion" are urged to subscribe for a regular period through the nearest agent (name on application). Prepaid Subscription Rates are:— (19, 1731, 244, 1770)
overcoat-at: at (127, 1452, 136, 1462)
overcoat-store: MILLIGAN'S, (91, 1463, 171, 1475)
personal-p5: The death occurred on Sunday (states a Press Association message from Levin) of Major John Liddle, aged 85, one of the few remaining Crimean veterans. He served with the Royal Scots Greys in the charge of the Heavy Brigade at Balaclava, also at Inkerman and the Siege of Sebastopol. (1090, 815, 1271, 895)
hannah-address-ad (15, 960, 483, 1082)
readers-footer: Prepayment effects a saving and ensures regular supply. Casual purchase means disappointment when the paper is most desired, as the heavy demand on a single issue rapidly absorbs the available supply. (19, 1816, 244, 1866)
dunlop-item: Ask your BOOTMAKER to fit DUNLOP Rubber Heels. (251, 1698, 480, 1718)
salaries-p3: But the question of cost has to be more or less seriously weighed. The secondary school assistants are asking for a minimum for men of £300, rising through successive grades and by annual increments to £700, and for women from £200 to £500. This represents, by take their own figures, an increase of £40,000 a year on the 1919 basis of capitation, of £34,805 on the 1920 basis, and of £47,193 on the 1921 basis. This is a large sum for a branch of the profession numbering only some 300 odd, and they must not be surprised if they are told that they are asking too much. (696, 900, 877, 1050)
bartlett-tel: Tel. 1233. (344, 1398, 387, 1408)
rates-row (19, 1805, 244, 1816)
price-item-name: WOMEN'S TAN CALF DERBY SHOES—Welted soles. (23, 912, 314, 924)
rates-header-row (19, 1772, 244, 1783)
electrical-name: E. F. RICHARDSON, (84, 1679, 179, 1689)
kirkcaldie-ad (15, 83, 483, 607)
marksmen-sub: SERGEANT HESTER'S SPLENDID RECORD. (1304, 762, 1451, 782)
housing-heading: THE HOUSING PROBLEM (1501, 512, 1648, 524)
overcoat-icon (104, 1335, 158, 1400)
rates-cell: Posted (20, 1795, 46, 1804)
forecast-body: Present indications are for moderate to strong easterly winds, backing to crossing northerlies northward of East Cape and Kawhia, and northerlies strong to gale shortly elsewhere. Cloudy and unsettled conditions are likely to overspread the country, with rain following generally. Barometer falling everywhere soon. A small westerly depression passed to the south during the week-end, causing rain in the western districts and unseasonable weather generally. Increasing winds to westerly in southern parts. (502, 118, 676, 259)
weather2-p1: Present indications are for a spell of uncertain weather—moderate to strong easterly winds, backing to increasing northerlies north of East Cape and Kawhia, and northerlies, strong to gale, elsewhere. Cloudy, unsettled conditions are likely to spread over the country, with a general fall of rain to follow. (1287, 971, 1468, 1051)
rates-body (19, 1783, 244, 1816)
milligans-ad (15, 1331, 247, 1490)
waterworths-ad (15, 1082, 483, 1331)
separator (719, 1097, 854, 1098)
col5-p2: The question of the treatment of the miners' unions was before the court, and Mr. Wright was questioned as to the profits made by coal companies. It was agreed that the companies had made reasonable profits. He said he was not in favour of nationalisation. (1090, 148, 1271, 218)
salaries-p2: But whether the finances of the country, having regard to other calls upon the national exchequer, are strong enough to meet in full the increases they demand is another matter. There can be no doubt that the question of education has acquired a new and greater importance in view of the grave problems which have been created or accentuated by the war, and the public is disposed to regard quite seriously the proposition that money well spent in education is a good investment. (696, 767, 877, 898)
soldiers-p2: Sir James Allen added that he presumed these vessels would be bringing back New Zealand troops. (1484, 200, 1665, 230)
tmv-city: HAVELOCK NORTH, H.B. (309, 1515, 422, 1524)
separator (1507, 635, 1642, 636)
price-item-price: 25s. (452, 899, 475, 911)
column-rule (1279, 66, 1280, 1932)
outlook-p4: Now more than ever the supreme need of the nation is fearless and enterprising leadership, and it is only as they bear upon this need that the political portents of the moment are worth considering. In late events there is much to suggest that a political crisis is being rapidly approached in Great Britain. Although the Lloyd George Government this year has overall appearances in developing a progressive programme of reconstruction and reform, the all but total absorption of its leader in the affairs of the Peace Conference and some other factors have undoubtedly to an appreciable extent weakened its hold on the country. (498, 1033, 680, 1194)
column-rule (1476, 66, 1477, 1932)
bartlett-name: BARTLETT AND ANDREW, (302, 1368, 429, 1378)
salaries-heading: HIGH SCHOOL SALARIES (713, 615, 860, 626)
hannah-brand: R. HANNAH & CO., LTD., (71, 723, 427, 803)
tmv-line3: CONNOISSEURS (325, 1443, 406, 1453)
